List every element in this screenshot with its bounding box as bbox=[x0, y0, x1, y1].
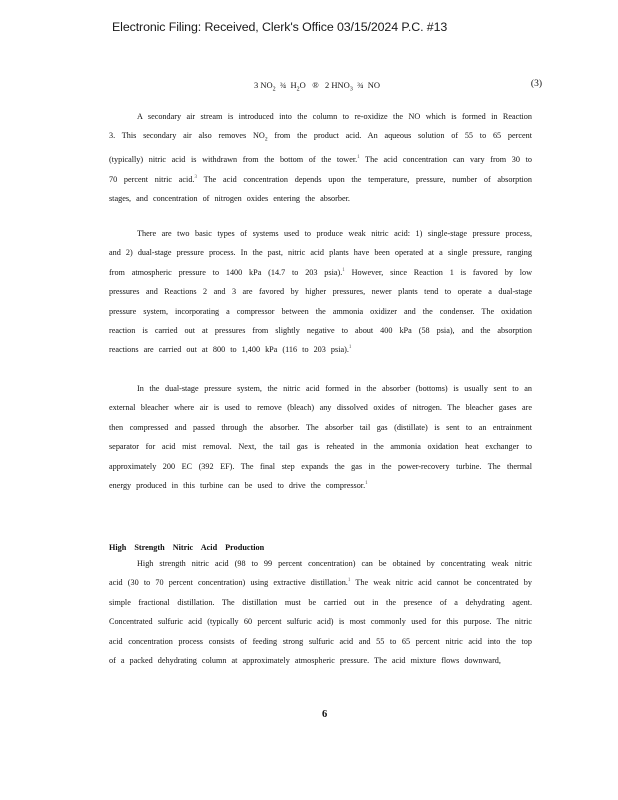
footnote-ref: 1 bbox=[347, 578, 351, 584]
text-run: The acid concentration depends upon the temperature, pressure, number of absorption stages, and concentration of nitrogen oxides entering the absorber. bbox=[109, 174, 532, 204]
chemical-equation bbox=[254, 80, 380, 93]
eq-arrow: ® bbox=[312, 80, 319, 90]
paragraph-text bbox=[109, 107, 532, 209]
paragraph-text bbox=[109, 224, 532, 360]
text-run: The weak nitric acid cannot be concentrated by simple fractional distillation. The distillation must be carried out in the presence of a dehydrating agent. Concentrated sulfuric acid (typically 60 percent sulfuric acid) is most commonly used for this purpose. The nitric acid concentration process consists of feeding strong sulfuric acid and 55 to 65 percent nitric acid into the top of a packed dehydrating column at approximately atmospheric pressure. The acid mixture flows downward, bbox=[109, 578, 532, 666]
eq-term: 2 HNO bbox=[325, 80, 350, 90]
text-run: The acid concentration can vary from 30 to 70 percent nitric acid. bbox=[109, 155, 532, 184]
eq-subscript: 2 bbox=[296, 86, 300, 93]
paragraph-system-types bbox=[109, 224, 532, 360]
footnote-ref: 1 bbox=[357, 155, 360, 161]
equation-number: (3) bbox=[530, 79, 542, 89]
eq-term: 3 NO bbox=[254, 80, 273, 90]
eq-term: O bbox=[299, 80, 306, 90]
page-number: 6 bbox=[322, 709, 328, 720]
footnote-ref: 1 bbox=[342, 267, 345, 273]
eq-term: H bbox=[290, 80, 297, 90]
paragraph-dual-stage bbox=[109, 379, 532, 495]
text-run: However, since Reaction 1 is favored by low pressures and Reactions 2 and 3 are favored by higher pressures, newer plants tend to operate a dual-stage pressure system, incorporating a compressor between the ammonia oxidizer and the condenser. The oxidation reaction is carried out at pressures from slightly negative to about 400 kPa (58 psia), and the absorption reactions are carried out at 800 to 1,400 kPa (116 to 203 psia). bbox=[109, 267, 532, 355]
paragraph-high-strength bbox=[109, 554, 532, 670]
footnote-ref: 3 bbox=[194, 174, 197, 180]
section-heading: High Strength Nitric Acid Production bbox=[109, 543, 265, 552]
text-run: A secondary air stream is introduced into the column to re-oxidize the NO which is formed in Reaction 3. This secondary air also removes NO bbox=[109, 112, 532, 141]
eq-operator: ¾ bbox=[279, 80, 287, 90]
filing-stamp-header: Electronic Filing: Received, Clerk's Office 03/15/2024 P.C. #13 bbox=[112, 20, 448, 34]
eq-subscript: 3 bbox=[349, 86, 353, 93]
eq-operator: ¾ bbox=[357, 80, 364, 90]
footnote-ref: 1 bbox=[348, 345, 352, 351]
paragraph-text bbox=[109, 379, 532, 495]
text-run: High strength nitric acid (98 to 99 percent concentration) can be obtained by concentrating weak nitric acid (30 to 70 percent concentration) using extractive distillation. bbox=[109, 559, 532, 588]
text-run: from the product acid. An aqueous solution of 55 to 65 percent (typically) nitric acid is withdrawn from the bottom of the tower. bbox=[109, 131, 533, 165]
paragraph-secondary-air bbox=[109, 107, 532, 209]
text-run: There are two basic types of systems used to produce weak nitric acid: 1) single-stage pressure process, and 2) dual-stage pressure process. In the past, nitric acid plants have been operated at a single pressure, ranging from atmospheric pressure to 1400 kPa (14.7 to 203 psia). bbox=[109, 229, 532, 277]
eq-subscript: 2 bbox=[272, 86, 276, 93]
subscript: 2 bbox=[264, 137, 268, 144]
text-run: In the dual-stage pressure system, the nitric acid formed in the absorber (bottoms) is usually sent to an external bleacher where air is used to remove (bleach) any dissolved oxides of nitrogen. The bleacher gases are then compressed and passed through the absorber. The absorber tail gas (distillate) is sent to an entrainment separator for acid mist removal. Next, the tail gas is reheated in the ammonia oxidation heat exchanger to approximately 200 EC (392 EF). The final step expands the gas in the power-recovery turbine. The thermal energy produced in this turbine can be used to drive the compressor. bbox=[109, 384, 532, 491]
paragraph-text bbox=[109, 554, 532, 670]
eq-term: NO bbox=[367, 80, 380, 90]
footnote-ref: 1 bbox=[365, 481, 368, 487]
